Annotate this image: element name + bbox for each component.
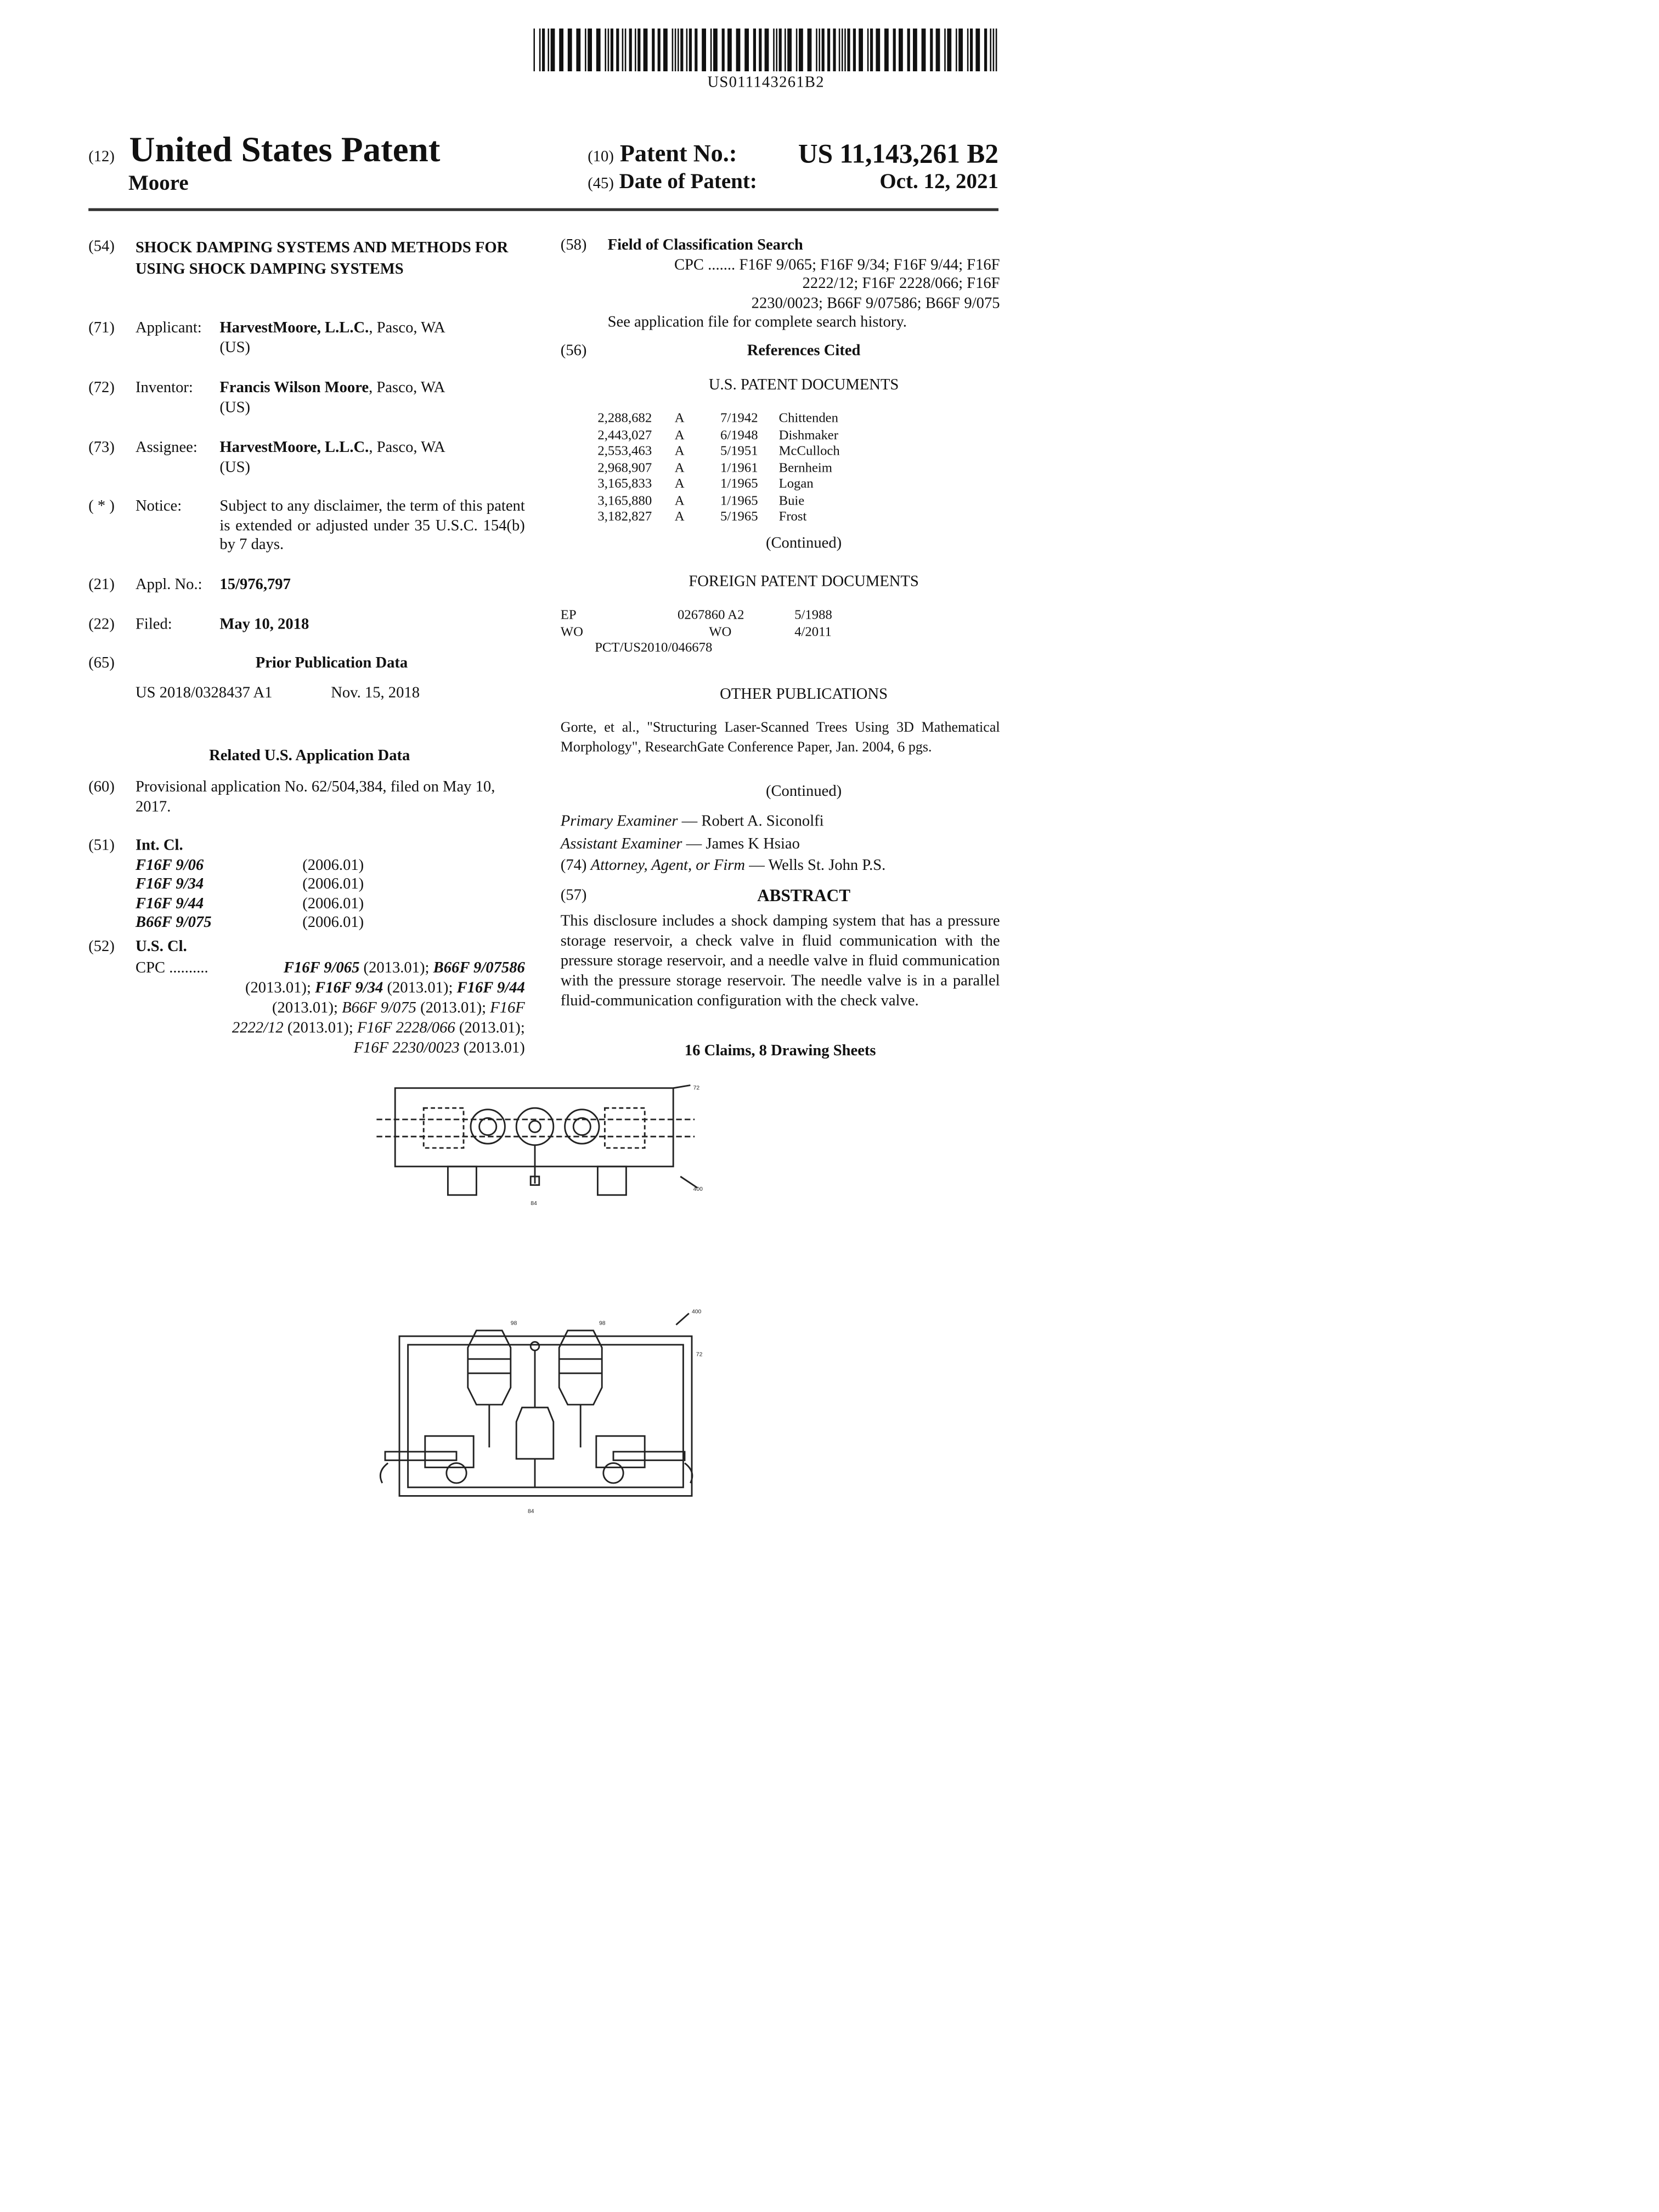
us-doc-name: Buie xyxy=(778,494,805,508)
check-valve-right xyxy=(565,1110,599,1144)
us-doc-name: Frost xyxy=(778,510,807,525)
field-code: (65) xyxy=(88,654,115,672)
barcode-bar xyxy=(944,29,946,71)
abstract-text: This disclosure includes a shock damping system that has a pressure storage reservoir, a check valve in fluid communication with the pressure storage reservoir, and a needle valve in fluid communication with the pressure storage reservoir. The needle valve is in a parallel fluid-communication configuration with the check valve. xyxy=(560,913,1000,1010)
barcode-bar xyxy=(899,29,903,71)
barcode-bar xyxy=(568,29,572,71)
cls-version: (2006.01) xyxy=(302,914,364,931)
barcode-bar xyxy=(922,29,926,71)
frame-outline xyxy=(399,1336,692,1496)
patent-number-line xyxy=(588,140,998,171)
barcode-bar xyxy=(947,29,951,71)
us-doc-name: McCulloch xyxy=(778,445,840,460)
field-58-search xyxy=(561,237,1000,337)
barcode-bar xyxy=(990,29,991,71)
barcode-bar xyxy=(539,29,541,71)
valve-box-right xyxy=(605,1108,645,1148)
field-code: (56) xyxy=(560,342,587,360)
cpc-version: (2013.01); xyxy=(359,959,433,977)
us-doc-number: 3,182,827 xyxy=(597,510,652,525)
us-doc-kind: A xyxy=(674,494,685,508)
ref-label: 84 xyxy=(531,1201,537,1207)
barcode-bar xyxy=(576,29,580,71)
barcode-bar xyxy=(776,29,777,71)
barcode-bar xyxy=(827,29,830,71)
application-number: 15/976,797 xyxy=(219,576,291,593)
us-doc-date: 1/1965 xyxy=(720,477,758,492)
barcode-bar xyxy=(680,29,683,71)
foreign-doc-row xyxy=(561,642,903,658)
cpc-class: F16F 9/34 xyxy=(315,980,383,997)
prior-pub-number: US 2018/0328437 A1 xyxy=(135,684,273,702)
barcode-bar xyxy=(658,29,661,71)
barcode-bar xyxy=(548,29,549,71)
attorney-label: Attorney, Agent, or Firm xyxy=(590,857,746,874)
cpc-version: (2013.01); xyxy=(455,1019,525,1037)
field-71-applicant xyxy=(88,319,531,359)
barcode-bar xyxy=(611,29,613,71)
field-code: (71) xyxy=(88,319,115,337)
foreign-doc-row xyxy=(561,609,903,625)
foreign-docs-list xyxy=(561,609,903,658)
search-cpc xyxy=(608,256,1000,314)
us-doc-name: Logan xyxy=(778,477,814,492)
cls-code: F16F 9/44 xyxy=(135,895,204,912)
int-cl-row xyxy=(88,856,531,875)
barcode-bar xyxy=(822,29,825,71)
field-54-title xyxy=(88,238,531,304)
barcode-bar xyxy=(551,29,555,71)
ref-label: 400 xyxy=(693,1186,703,1192)
barcode-bar xyxy=(663,29,668,71)
us-doc-row xyxy=(597,461,883,478)
us-doc-number: 2,553,463 xyxy=(597,445,652,460)
barcode-bar xyxy=(542,29,545,71)
int-cl-row xyxy=(88,875,531,895)
references-heading: References Cited xyxy=(747,342,861,360)
barcode-bar xyxy=(956,29,957,71)
cpc-class: F16F 2228/066 xyxy=(357,1019,455,1037)
accumulator-right xyxy=(559,1331,602,1405)
pipe-left xyxy=(385,1452,456,1461)
barcode-bar xyxy=(702,29,706,71)
patent-type: United States Patent xyxy=(129,131,441,170)
us-doc-row xyxy=(597,478,883,494)
assignee-location: , Pasco, WA xyxy=(369,439,445,456)
prior-pub-date: Nov. 15, 2018 xyxy=(331,684,420,702)
barcode-bar xyxy=(993,29,995,71)
barcode-bar xyxy=(678,29,679,71)
barcode-bar xyxy=(625,29,627,71)
us-doc-name: Bernheim xyxy=(778,461,833,476)
abstract-heading: ABSTRACT xyxy=(757,885,851,906)
continued-other-pubs: (Continued) xyxy=(765,783,842,800)
document-number: US011143261B2 xyxy=(707,74,825,92)
barcode-bar xyxy=(833,29,836,71)
barcode-bar xyxy=(695,29,697,71)
other-pubs-heading: OTHER PUBLICATIONS xyxy=(720,686,888,703)
field-label: Inventor: xyxy=(135,379,193,397)
cpc-class: 2222/12 xyxy=(232,1019,284,1037)
us-docs-list xyxy=(597,412,883,527)
field-57-abstract-heading xyxy=(561,887,1000,907)
cpc-version: (2013.01) xyxy=(459,1039,525,1057)
us-doc-number: 3,165,833 xyxy=(597,477,652,492)
field-code: (60) xyxy=(88,778,115,796)
field-label: Applicant: xyxy=(135,319,202,337)
cpc-class: B66F 9/07586 xyxy=(433,959,525,977)
barcode-bar xyxy=(608,29,610,71)
pct-number: PCT/US2010/046678 xyxy=(595,642,713,656)
int-cl-row xyxy=(88,895,531,914)
foreign-docs-heading: FOREIGN PATENT DOCUMENTS xyxy=(689,573,919,591)
barcode-bar xyxy=(870,29,873,71)
barcode-bar xyxy=(727,29,732,71)
assistant-examiner xyxy=(561,836,1000,856)
filed-date: May 10, 2018 xyxy=(219,616,309,633)
us-cl-cpc xyxy=(136,958,525,1058)
barcode-bar xyxy=(644,29,648,71)
us-doc-date: 1/1961 xyxy=(720,461,758,476)
search-line: 2222/12; F16F 2228/066; F16F xyxy=(802,275,1000,292)
cpc-class: F16F 9/065 xyxy=(283,959,360,977)
us-doc-name: Chittenden xyxy=(778,412,839,427)
us-doc-row xyxy=(597,494,883,511)
field-code: (73) xyxy=(88,439,115,456)
primary-examiner xyxy=(561,813,1000,833)
search-heading: Field of Classification Search xyxy=(607,236,803,254)
barcode-bar xyxy=(844,29,846,71)
applicant-location: , Pasco, WA xyxy=(369,319,445,337)
drawing-top-view xyxy=(374,1077,716,1219)
field-label: Notice: xyxy=(135,497,182,515)
inventor-short: Moore xyxy=(128,172,189,196)
us-doc-kind: A xyxy=(674,510,685,525)
ref-label: 72 xyxy=(696,1351,703,1358)
cpc-label: CPC .......... xyxy=(135,959,208,977)
inventor-location: , Pasco, WA xyxy=(369,379,445,397)
barcode-bar xyxy=(765,29,769,71)
related-heading: Related U.S. Application Data xyxy=(209,747,410,765)
us-doc-date: 5/1951 xyxy=(720,445,758,460)
patent-no-prefix: (10) xyxy=(588,148,614,166)
cpc-version: (2013.01); xyxy=(245,980,315,997)
search-line: 2230/0023; B66F 9/07586; B66F 9/075 xyxy=(751,294,1000,312)
int-cl-list xyxy=(88,856,531,933)
us-doc-number: 2,968,907 xyxy=(597,461,652,476)
search-line: CPC ....... F16F 9/065; F16F 9/34; F16F 9/44; F16F xyxy=(674,256,1000,273)
barcode-bar xyxy=(675,29,676,71)
barcode-bar xyxy=(713,29,718,71)
us-doc-number: 3,165,880 xyxy=(597,494,652,508)
us-doc-row xyxy=(597,511,883,527)
field-72-inventor xyxy=(88,380,531,420)
field-code: (72) xyxy=(88,379,115,397)
cls-version: (2006.01) xyxy=(302,875,364,893)
date-prefix: (45) xyxy=(588,175,614,193)
other-pub-text: Gorte, et al., "Structuring Laser-Scanned Trees Using 3D Mathematical Morphology", ResearchGate Conference Paper, Jan. 2004, 6 pgs. xyxy=(560,720,1000,755)
us-cl-heading: U.S. Cl. xyxy=(135,938,187,955)
us-doc-row xyxy=(597,428,883,445)
barcode-bar xyxy=(808,29,812,71)
attorney-name: — Wells St. John P.S. xyxy=(745,857,886,874)
cpc-version: (2013.01); xyxy=(283,1019,357,1037)
barcode-bar xyxy=(913,29,917,71)
barcode-bar xyxy=(635,29,636,71)
cpc-version: (2013.01); xyxy=(416,999,490,1017)
int-cl-heading: Int. Cl. xyxy=(135,837,183,855)
country: WO xyxy=(560,625,583,640)
country: EP xyxy=(560,609,577,624)
barcode-bar xyxy=(853,29,856,71)
us-doc-kind: A xyxy=(674,461,685,476)
cls-code: B66F 9/075 xyxy=(135,914,212,931)
field-52-us-cl xyxy=(88,938,531,1058)
prior-pub-heading: Prior Publication Data xyxy=(255,654,408,672)
barcode-bar xyxy=(559,29,563,71)
inventor-name: Francis Wilson Moore xyxy=(219,379,369,397)
patent-number: US 11,143,261 B2 xyxy=(798,139,998,170)
field-code: (22) xyxy=(88,616,115,633)
barcode-bar xyxy=(867,29,869,71)
date-label: Date of Patent: xyxy=(619,171,757,194)
barcode-bar xyxy=(652,29,654,71)
us-doc-date: 1/1965 xyxy=(720,494,758,508)
center-reservoir xyxy=(516,1407,554,1459)
header-rule xyxy=(88,208,998,211)
us-doc-date: 7/1942 xyxy=(720,412,758,427)
inventor-country: (US) xyxy=(219,398,251,416)
barcode-bar xyxy=(847,29,850,71)
us-doc-date: 5/1965 xyxy=(720,510,758,525)
us-doc-row xyxy=(597,445,883,461)
us-doc-row xyxy=(597,412,883,428)
us-doc-number: 2,443,027 xyxy=(597,428,652,443)
field-22-filed xyxy=(88,616,531,636)
field-code: (54) xyxy=(88,238,115,256)
cls-version: (2006.01) xyxy=(302,895,364,912)
provisional-text: Provisional application No. 62/504,384, filed on May 10, 2017. xyxy=(135,778,495,815)
barcode-bar xyxy=(876,29,880,71)
us-doc-kind: A xyxy=(674,428,685,443)
field-notice xyxy=(88,497,531,560)
reservoir-top xyxy=(516,1108,554,1145)
cls-code: F16F 9/34 xyxy=(135,875,204,893)
claims-summary: 16 Claims, 8 Drawing Sheets xyxy=(684,1042,876,1060)
barcode-bar xyxy=(859,29,863,71)
barcode-bar xyxy=(736,29,741,71)
barcode-bar xyxy=(819,29,820,71)
assignee-country: (US) xyxy=(219,458,251,476)
valve-box-left xyxy=(424,1108,464,1148)
barcode-bar xyxy=(936,29,940,71)
cpc-class: B66F 9/075 xyxy=(342,999,416,1017)
mount-left xyxy=(448,1167,476,1195)
foreign-doc-row xyxy=(561,625,903,642)
cpc-version: (2013.01); xyxy=(272,999,342,1017)
drawing-front-view xyxy=(374,1305,716,1526)
barcode-bar xyxy=(629,29,632,71)
barcode-bar xyxy=(779,29,782,71)
cpc-class: F16F 9/44 xyxy=(456,980,525,997)
us-doc-kind: A xyxy=(674,412,685,427)
pipe-right xyxy=(613,1452,685,1461)
barcode xyxy=(533,29,998,71)
field-label: Appl. No.: xyxy=(135,576,202,593)
cpc-class: F16F xyxy=(490,999,525,1017)
field-21-appl-no xyxy=(88,576,531,596)
applicant-name: HarvestMoore, L.L.C. xyxy=(219,319,369,337)
ref-label: 98 xyxy=(510,1320,517,1327)
field-code: (57) xyxy=(560,887,587,904)
cpc-class: F16F 2230/0023 xyxy=(353,1039,460,1057)
barcode-bar xyxy=(984,29,987,71)
cpc-version: (2013.01); xyxy=(383,980,457,997)
notice-text: Subject to any disclaimer, the term of this patent is extended or adjusted under 35 U.S.C. 154(b) by 7 days. xyxy=(219,497,525,553)
ref-label: 72 xyxy=(693,1085,700,1091)
assignee-name: HarvestMoore, L.L.C. xyxy=(219,439,369,456)
field-60-provisional xyxy=(88,779,531,819)
barcode-bar xyxy=(689,29,692,71)
field-label: Assignee: xyxy=(135,439,198,456)
field-label: Filed: xyxy=(135,616,172,633)
barcode-bar xyxy=(533,29,535,71)
int-cl-row xyxy=(88,914,531,934)
barcode-bar xyxy=(672,29,674,71)
primary-examiner-name: — Robert A. Siconolfi xyxy=(678,813,824,830)
barcode-bar xyxy=(893,29,896,71)
field-code: (74) xyxy=(560,857,587,874)
barcode-bar xyxy=(588,29,592,71)
barcode-bar xyxy=(967,29,969,71)
accumulator-left xyxy=(468,1331,511,1405)
doc-date: 4/2011 xyxy=(794,625,832,640)
barcode-bar xyxy=(759,29,761,71)
primary-examiner-label: Primary Examiner xyxy=(560,813,678,830)
barcode-bar xyxy=(722,29,725,71)
barcode-bar xyxy=(637,29,640,71)
cls-version: (2006.01) xyxy=(302,856,364,874)
assistant-examiner-name: — James K Hsiao xyxy=(682,835,800,853)
applicant-country: (US) xyxy=(219,338,251,356)
barcode-bar xyxy=(773,29,775,71)
us-doc-name: Dishmaker xyxy=(778,428,838,443)
ref-label: 400 xyxy=(692,1309,702,1315)
barcode-bar xyxy=(596,29,601,71)
barcode-bar xyxy=(744,29,749,71)
barcode-bar xyxy=(605,29,606,71)
invention-title: SHOCK DAMPING SYSTEMS AND METHODS FOR USING SHOCK DAMPING SYSTEMS xyxy=(135,239,509,278)
field-73-assignee xyxy=(88,439,531,479)
check-valve-left xyxy=(471,1110,505,1144)
ref-label: 98 xyxy=(599,1320,606,1327)
barcode-bar xyxy=(710,29,712,71)
barcode-bar xyxy=(753,29,756,71)
us-doc-number: 2,288,682 xyxy=(597,412,652,427)
barcode-bar xyxy=(996,29,997,71)
cls-code: F16F 9/06 xyxy=(135,856,204,874)
barcode-bar xyxy=(622,29,624,71)
us-doc-kind: A xyxy=(674,445,685,460)
kind-prefix: (12) xyxy=(88,148,115,166)
patent-type-title xyxy=(88,131,440,171)
barcode-bar xyxy=(970,29,973,71)
barcode-bar xyxy=(796,29,798,71)
doc-number: 0267860 A2 xyxy=(678,609,744,624)
barcode-bar xyxy=(799,29,803,71)
field-74-attorney xyxy=(561,857,1000,877)
barcode-bar xyxy=(930,29,933,71)
us-docs-heading: U.S. PATENT DOCUMENTS xyxy=(708,376,899,394)
ref-label: 84 xyxy=(527,1508,534,1515)
doc-date: 5/1988 xyxy=(794,609,832,624)
field-51-int-cl xyxy=(88,837,531,937)
mount-right xyxy=(597,1167,626,1195)
barcode-bar xyxy=(686,29,688,71)
barcode-bar xyxy=(585,29,586,71)
barcode-bar xyxy=(839,29,840,71)
field-code: (21) xyxy=(88,576,115,593)
us-doc-kind: A xyxy=(674,477,685,492)
field-code: (51) xyxy=(88,837,115,855)
barcode-bar xyxy=(816,29,817,71)
field-65-prior-pub xyxy=(88,654,531,706)
barcode-bar xyxy=(842,29,843,71)
barcode-bar xyxy=(785,29,786,71)
field-code: (58) xyxy=(560,236,587,254)
search-history-note: See application file for complete search history. xyxy=(607,314,907,331)
barcode-bar xyxy=(975,29,980,71)
continued-us-docs: (Continued) xyxy=(765,534,842,552)
patent-date-line xyxy=(588,171,998,195)
field-code: (52) xyxy=(88,938,115,955)
barcode-bar xyxy=(958,29,963,71)
field-code: ( * ) xyxy=(88,497,115,515)
doc-number: WO xyxy=(709,625,732,640)
assistant-examiner-label: Assistant Examiner xyxy=(560,835,682,853)
barcode-bar xyxy=(616,29,619,71)
barcode-bar xyxy=(787,29,792,71)
field-56-refs xyxy=(561,342,1000,362)
barcode-bar xyxy=(884,29,889,71)
us-doc-date: 6/1948 xyxy=(720,428,758,443)
barcode-bar xyxy=(907,29,910,71)
patent-date: Oct. 12, 2021 xyxy=(879,171,998,194)
patent-no-label: Patent No.: xyxy=(619,139,737,167)
